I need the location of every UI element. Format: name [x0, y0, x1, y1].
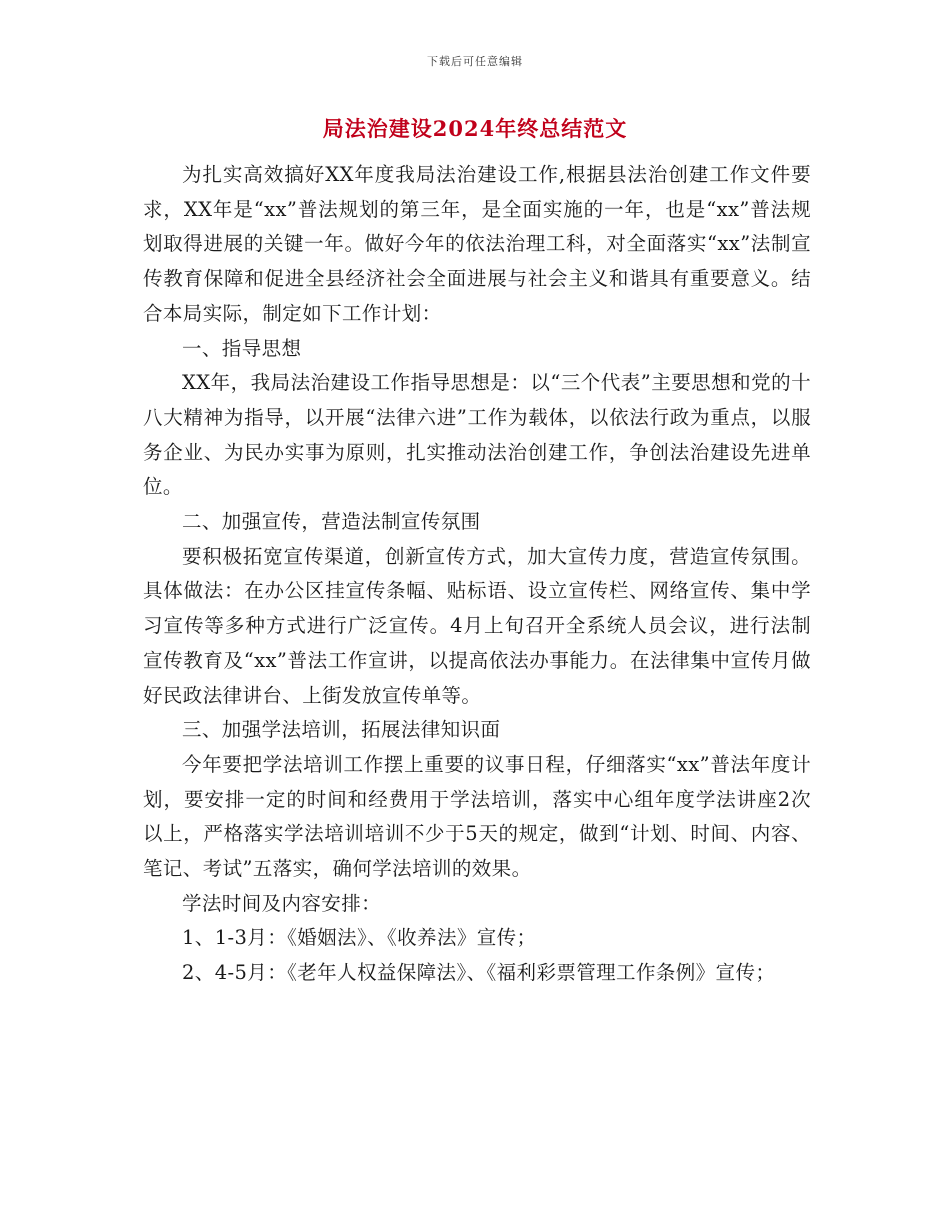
schedule-item: 1、1-3月：《婚姻法》、《收养法》宣传； — [182, 926, 537, 950]
training-paragraph: 今年要把学法培训工作摆上重要的议事日程，仔细落实“xx”普法年度计划，要安排一定的时间和经费用于学法培训，落实中心组年度学法讲座2次以上，严格落实学法培训培训不少于5天的规定，做到“计划、时间、内容、笔记、考试”五落实，确何学法培训的效果。 — [143, 752, 811, 881]
publicity-paragraph: 要积极拓宽宣传渠道，创新宣传方式，加大宣传力度，营造宣传氛围。具体做法：在办公区挂宣传条幅、贴标语、设立宣传栏、网络宣传、集中学习宣传等多种方式进行广泛宣传。4月上旬召开全系统人员会议，进行法制宣传教育及“xx”普法工作宣讲，以提高依法办事能力。在法律集中宣传月做好民政法律讲台、上街发放宣传单等。 — [143, 544, 811, 707]
guiding-ideology-paragraph: XX年，我局法治建设工作指导思想是：以“三个代表”主要思想和党的十八大精神为指导，以开展“法律六进”工作为载体，以依法行政为重点，以服务企业、为民办实事为原则，扎实推动法治创建工作，争创法治建设先进单位。 — [143, 371, 811, 499]
document-body — [143, 158, 811, 991]
document-title: 局法治建设2024年终总结范文 — [322, 116, 628, 141]
intro-paragraph: 为扎实高效搞好XX年度我局法治建设工作,根据县法治创建工作文件要求，XX年是“xx”普法规划的第三年，是全面实施的一年，也是“xx”普法规划取得进展的关键一年。做好今年的依法治理工科，对全面落实“xx”法制宣传教育保障和促进全县经济社会全面进展与社会主义和谐具有重要意义。结合本局实际，制定如下工作计划： — [143, 163, 811, 325]
section-heading-guiding-ideology: 一、指导思想 — [182, 336, 302, 360]
section-heading-training: 三、加强学法培训，拓展法律知识面 — [182, 718, 501, 742]
schedule-heading: 学法时间及内容安排： — [182, 891, 382, 915]
schedule-item: 2、4-5月：《老年人权益保障法》、《福利彩票管理工作条例》宣传； — [182, 961, 776, 985]
header-note: 下载后可任意编辑 — [427, 55, 523, 68]
section-heading-publicity: 二、加强宣传，营造法制宣传氛围 — [182, 510, 481, 534]
